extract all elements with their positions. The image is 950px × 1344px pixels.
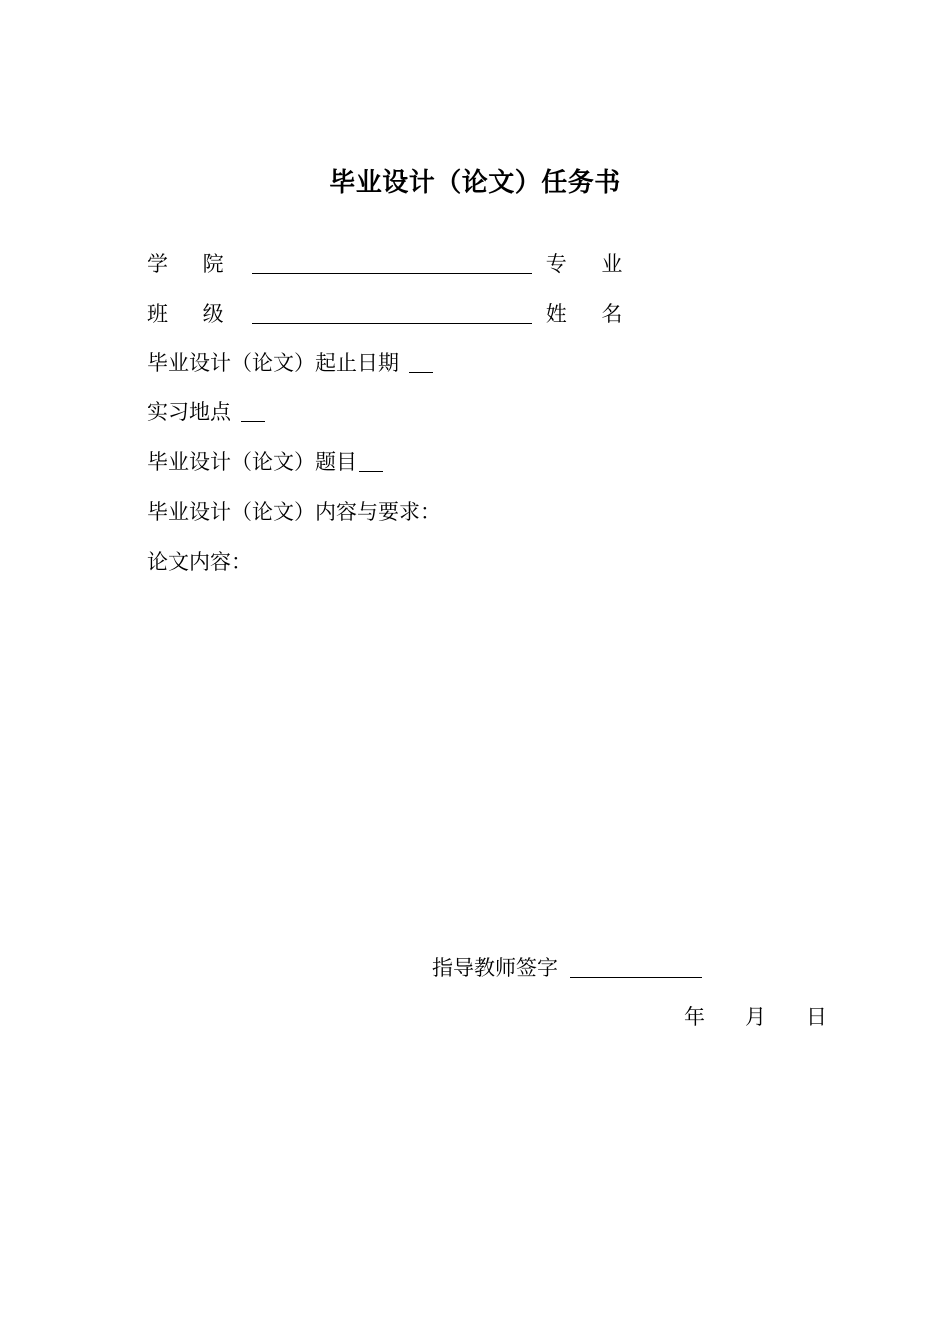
day-label: 日 <box>806 1005 827 1029</box>
internship-label: 实习地点 <box>147 400 231 424</box>
document-title: 毕业设计（论文）任务书 <box>329 168 621 198</box>
name-label: 姓 名 <box>545 302 637 326</box>
thesis-content-row <box>147 547 252 577</box>
period-label: 毕业设计（论文）起止日期 <box>147 351 399 375</box>
college-blank[interactable] <box>252 251 532 274</box>
major-label: 专 业 <box>545 252 637 276</box>
content-requirements-row <box>147 497 441 527</box>
advisor-signature-label: 指导教师签字 <box>432 956 558 980</box>
internship-blank[interactable] <box>241 399 265 422</box>
period-blank[interactable] <box>409 350 433 373</box>
topic-label: 毕业设计（论文）题目 <box>147 450 357 474</box>
thesis-content-label: 论文内容： <box>147 550 252 574</box>
class-name-row <box>147 299 636 329</box>
period-row <box>147 348 433 378</box>
college-label: 学 院 <box>147 252 238 276</box>
college-major-row <box>147 249 636 279</box>
class-blank[interactable] <box>252 301 532 324</box>
class-label: 班 级 <box>147 302 238 326</box>
month-label: 月 <box>745 1005 766 1029</box>
topic-blank[interactable] <box>359 449 383 472</box>
advisor-signature-row <box>432 953 702 983</box>
topic-row <box>147 447 383 477</box>
year-label: 年 <box>684 1005 705 1029</box>
advisor-signature-blank[interactable] <box>570 955 702 978</box>
content-requirements-label: 毕业设计（论文）内容与要求： <box>147 500 441 524</box>
internship-row <box>147 397 265 427</box>
signature-date-row <box>684 1002 827 1032</box>
